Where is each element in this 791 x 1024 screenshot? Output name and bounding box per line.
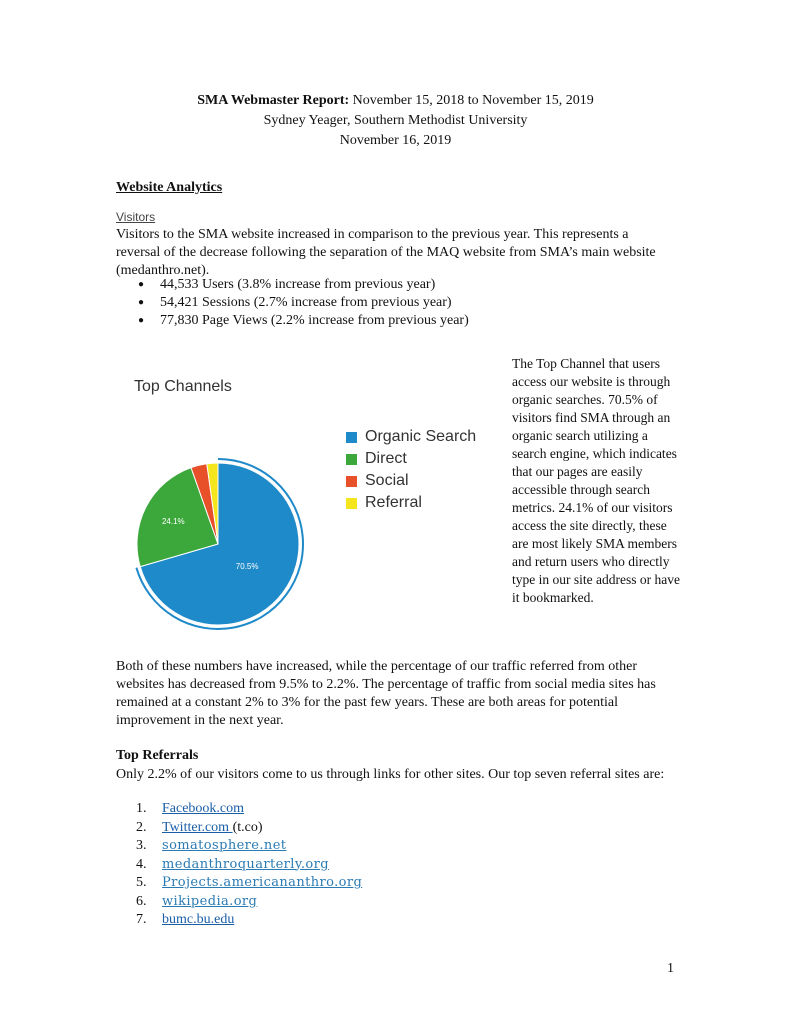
- report-header: [0, 91, 791, 151]
- legend-swatch: [346, 498, 357, 509]
- legend-label: Organic Search: [365, 428, 477, 445]
- referral-link[interactable]: Projects.americananthro.org: [162, 875, 363, 890]
- list-number: 6.: [136, 893, 147, 909]
- list-number: 4.: [136, 856, 147, 872]
- legend-swatch: [346, 432, 357, 443]
- top-referrals-title: Top Referrals: [116, 748, 199, 763]
- legend-label: Social: [365, 472, 409, 489]
- page-number: 1: [667, 961, 674, 976]
- referral-link[interactable]: somatosphere.net: [162, 838, 287, 853]
- referral-suffix: (t.co): [232, 819, 263, 835]
- list-number: 5.: [136, 875, 147, 890]
- legend-swatch: [346, 476, 357, 487]
- list-number: 2.: [136, 819, 147, 835]
- referral-list: [136, 800, 362, 930]
- legend-item: [346, 426, 476, 448]
- list-item: [136, 893, 362, 912]
- report-title: [0, 91, 791, 111]
- report-author: Sydney Yeager, Southern Methodist University: [263, 113, 528, 128]
- referral-link[interactable]: bumc.bu.edu: [162, 912, 235, 927]
- visitor-stats-list: [134, 276, 469, 330]
- chart-title: Top Channels: [134, 378, 232, 395]
- list-item: [136, 837, 362, 856]
- top-referrals-intro: Only 2.2% of our visitors come to us through links for other sites. Our top seven referral sites are:: [116, 767, 665, 782]
- top-channels-chart: [118, 364, 498, 634]
- list-number: 7.: [136, 912, 147, 927]
- list-item: ● 54,421 Sessions (2.7% increase from previous year): [134, 294, 469, 312]
- list-item: ● 44,533 Users (3.8% increase from previous year): [134, 276, 469, 294]
- pie-data-label: 24.1%: [161, 517, 185, 527]
- channels-description: The Top Channel that users access our website is through organic searches. 70.5% of visitors find SMA through an organic search utilizing a search engine, which indicates that our pages are easily accessible through search metrics. 24.1% of our visitors access the site directly, these are most likely SMA members and return users who directly type in our site address or have it bookmarked.: [512, 356, 680, 605]
- list-item: ● 77,830 Page Views (2.2% increase from previous year): [134, 312, 469, 330]
- list-item: [136, 819, 362, 838]
- referral-link[interactable]: Facebook.com: [162, 801, 245, 816]
- legend-item: [346, 492, 476, 514]
- legend-item: [346, 448, 476, 470]
- report-title-bold: SMA Webmaster Report:: [197, 93, 350, 108]
- list-item: [136, 874, 362, 893]
- list-item: [136, 911, 362, 930]
- chart-legend: [346, 426, 476, 514]
- channels-summary-paragraph: Both of these numbers have increased, while the percentage of our traffic referred from other websites has decreased from 9.5% to 2.2%. The percentage of traffic from social media sites has remained at a constant 2% to 3% for the past few years. These are both areas for potential improvement in the next year.: [116, 659, 656, 728]
- report-date: November 16, 2019: [339, 133, 452, 148]
- pie-data-label: 70.5%: [235, 561, 259, 571]
- list-number: 1.: [136, 801, 147, 816]
- list-number: 3.: [136, 838, 147, 853]
- report-title-dates: November 15, 2018 to November 15, 2019: [349, 93, 594, 108]
- legend-label: Direct: [365, 450, 407, 467]
- visitors-subhead: Visitors: [116, 210, 156, 224]
- legend-item: [346, 470, 476, 492]
- legend-label: Referral: [365, 494, 422, 511]
- section-title: Website Analytics: [116, 180, 223, 195]
- visitors-paragraph: Visitors to the SMA website increased in comparison to the previous year. This represents a reversal of the decrease following the separation of the MAQ website from SMA’s main website (medanthro.net).: [116, 227, 656, 278]
- referral-link[interactable]: Twitter.com: [162, 819, 233, 835]
- list-item: [136, 800, 362, 819]
- pie-chart: [118, 364, 318, 634]
- referral-link[interactable]: wikipedia.org: [162, 893, 258, 909]
- referral-link[interactable]: medanthroquarterly.org: [162, 856, 329, 872]
- legend-swatch: [346, 454, 357, 465]
- list-item: [136, 856, 362, 875]
